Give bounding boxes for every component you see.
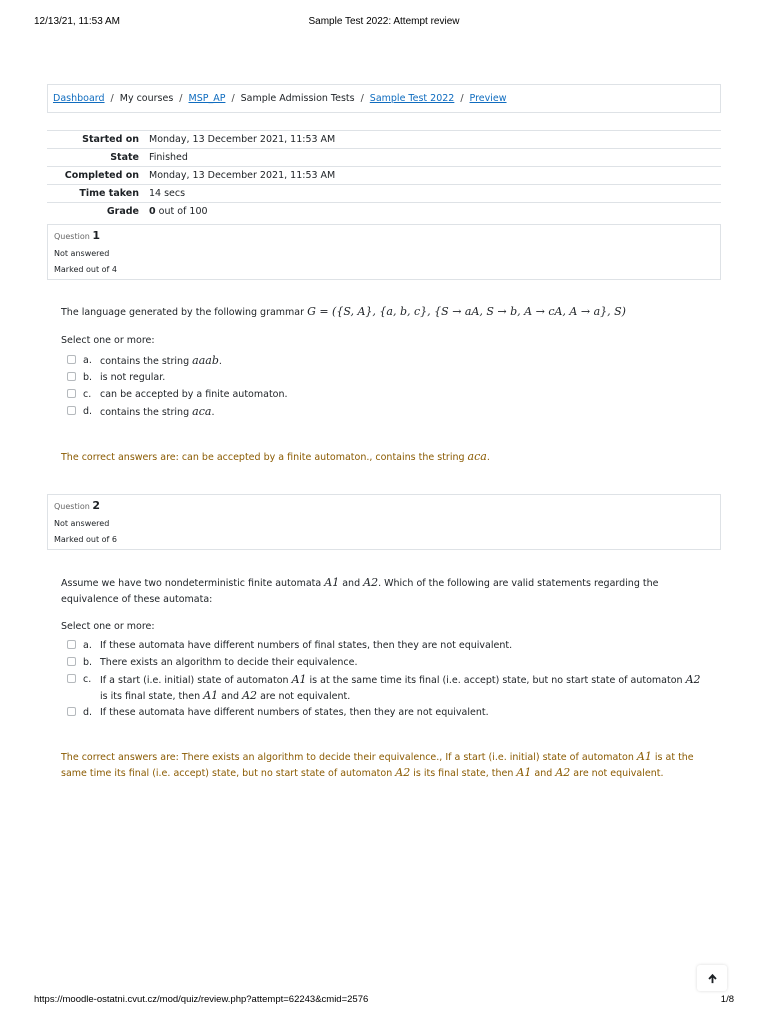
- question-1-prompt: Select one or more:: [61, 335, 155, 346]
- checkbox[interactable]: [67, 674, 76, 683]
- attempt-summary-table: [47, 130, 721, 220]
- question-1-info: [47, 224, 721, 280]
- q2-answer-a[interactable]: [67, 638, 707, 653]
- checkbox[interactable]: [67, 372, 76, 381]
- summary-label: Completed on: [64, 170, 139, 181]
- summary-label: Started on: [82, 134, 139, 145]
- answer-letter: d.: [83, 707, 93, 718]
- breadcrumb-dashboard-link[interactable]: Dashboard: [53, 93, 105, 104]
- arrow-up-icon: [707, 973, 718, 984]
- checkbox[interactable]: [67, 406, 76, 415]
- question-2-feedback: The correct answers are: There exists an algorithm to decide their equivalence., If a start (i.e. initial) state of automaton A1 is at the same time its final (i.e. accept) state, but no start state of automaton A2 is its final state, then A1 and A2 are not equivalent.: [61, 750, 694, 779]
- grade-suffix: out of 100: [158, 206, 208, 217]
- print-url: https://moodle-ostatni.cvut.cz/mod/quiz/review.php?attempt=62243&cmid=2576: [34, 994, 369, 1005]
- summary-value: Monday, 13 December 2021, 11:53 AM: [149, 170, 336, 181]
- answer-text: contains the string aca.: [100, 405, 215, 418]
- summary-label: State: [110, 152, 139, 163]
- breadcrumb-section: Sample Admission Tests: [240, 93, 355, 104]
- answer-text: If a start (i.e. initial) state of automaton A1 is at the same time its final (i.e. accept) state, but no start state of automaton A2 is its final state, then A1 and A2 are not equivalent.: [100, 673, 701, 702]
- summary-value: Finished: [149, 152, 188, 163]
- q1-answer-c[interactable]: [67, 387, 707, 402]
- checkbox[interactable]: [67, 707, 76, 716]
- breadcrumb-preview-link[interactable]: Preview: [469, 93, 507, 104]
- summary-value: 14 secs: [149, 188, 186, 199]
- print-datetime: 12/13/21, 11:53 AM: [34, 16, 120, 27]
- summary-row-completed: [47, 167, 721, 185]
- summary-row-state: [47, 149, 721, 167]
- breadcrumb-quiz-link[interactable]: Sample Test 2022: [369, 93, 455, 104]
- breadcrumb-separator: /: [360, 93, 364, 104]
- summary-row-time-taken: [47, 185, 721, 203]
- grammar-formula: G = ({S, A}, {a, b, c}, {S → aA, S → b, A → cA, A → a}, S): [307, 305, 626, 318]
- question-text: The language generated by the following grammar: [61, 307, 305, 318]
- question-prefix: Question: [54, 232, 90, 241]
- q2-answer-d[interactable]: [67, 705, 707, 720]
- checkbox[interactable]: [67, 657, 76, 666]
- breadcrumb-separator: /: [231, 93, 235, 104]
- answer-letter: d.: [83, 406, 93, 417]
- answer-text: is not regular.: [100, 372, 166, 383]
- summary-grade: [149, 203, 721, 221]
- answer-letter: c.: [83, 389, 92, 400]
- q2-answer-b[interactable]: [67, 655, 707, 670]
- question-number: [54, 229, 714, 246]
- checkbox[interactable]: [67, 355, 76, 364]
- summary-row-grade: [47, 203, 721, 221]
- question-2-text: Assume we have two nondeterministic finite automata A1 and A2. Which of the following are valid statements regarding the equivalence of these automata:: [61, 576, 659, 605]
- q1-answer-a[interactable]: [67, 353, 707, 369]
- q1-answer-b[interactable]: [67, 370, 707, 385]
- question-marks: Marked out of 6: [54, 535, 117, 544]
- question-number-value: 2: [92, 499, 100, 512]
- answer-letter: c.: [83, 674, 92, 685]
- breadcrumb-separator: /: [460, 93, 464, 104]
- question-number-value: 1: [92, 229, 100, 242]
- question-prefix: Question: [54, 502, 90, 511]
- answer-text: If these automata have different numbers of final states, then they are not equivalent.: [100, 640, 513, 651]
- print-page-number: 1/8: [720, 994, 734, 1005]
- breadcrumb: [47, 84, 721, 113]
- grade-value: 0: [149, 206, 156, 217]
- answer-letter: b.: [83, 657, 93, 668]
- answer-letter: a.: [83, 355, 92, 366]
- q1-answer-d[interactable]: [67, 404, 707, 420]
- breadcrumb-my-courses: My courses: [119, 93, 174, 104]
- question-1-feedback: The correct answers are: can be accepted by a finite automaton., contains the string aca.: [61, 450, 490, 463]
- question-1-text: [61, 304, 711, 321]
- back-to-top-button[interactable]: [697, 965, 727, 991]
- summary-row-started: [47, 131, 721, 149]
- question-2-info: [47, 494, 721, 550]
- summary-value: Monday, 13 December 2021, 11:53 AM: [149, 134, 336, 145]
- breadcrumb-separator: /: [179, 93, 183, 104]
- q2-answer-c[interactable]: [67, 672, 707, 704]
- question-state: Not answered: [54, 249, 110, 258]
- question-2-prompt: Select one or more:: [61, 621, 155, 632]
- checkbox[interactable]: [67, 389, 76, 398]
- answer-text: contains the string aaab.: [100, 354, 222, 367]
- print-footer: [34, 994, 734, 1008]
- breadcrumb-course-link[interactable]: MSP_AP: [188, 93, 226, 104]
- checkbox[interactable]: [67, 640, 76, 649]
- breadcrumb-separator: /: [110, 93, 114, 104]
- answer-text: If these automata have different numbers of states, then they are not equivalent.: [100, 707, 489, 718]
- answer-text: There exists an algorithm to decide their equivalence.: [100, 657, 358, 668]
- question-number: [54, 499, 714, 516]
- summary-label: Time taken: [79, 188, 139, 199]
- answer-letter: b.: [83, 372, 93, 383]
- question-state: Not answered: [54, 519, 110, 528]
- question-marks: Marked out of 4: [54, 265, 117, 274]
- answer-letter: a.: [83, 640, 92, 651]
- summary-label: Grade: [106, 206, 139, 217]
- print-title: Sample Test 2022: Attempt review: [308, 16, 460, 27]
- answer-text: can be accepted by a finite automaton.: [100, 389, 288, 400]
- print-header: [34, 16, 734, 30]
